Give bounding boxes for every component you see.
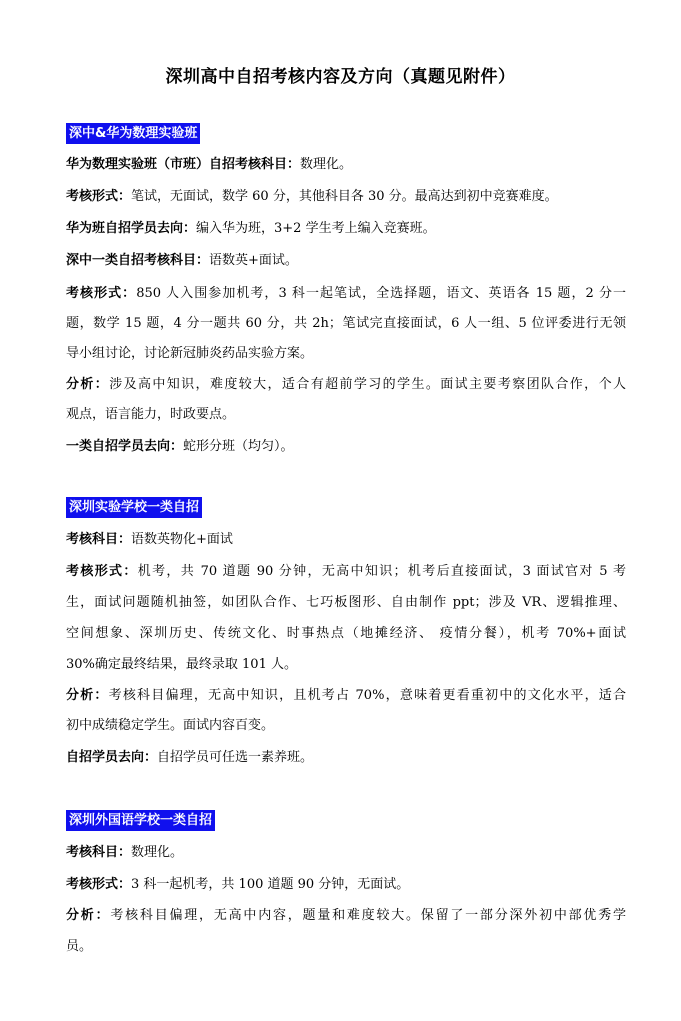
paragraph-line: 空间想象、深圳历史、传统文化、时事热点（地摊经济、 疫情分餐），机考 70%+面试 [66,626,626,641]
field-text: 语数英物化+面试 [131,532,233,547]
field-label: 分析： [66,377,110,392]
paragraph-line [66,251,626,271]
paragraph-line [66,187,626,207]
paragraph-line: 题，数学 15 题，4 分一题共 60 分，共 2h；笔试完直接面试，6 人一组、5 位评委进行无领 [66,316,626,331]
paragraph-line [66,906,626,926]
field-text: 机考，共 70 道题 90 分钟，无高中知识；机考后直接面试，3 面试官对 5 考 [137,564,626,579]
paragraph-line [66,748,626,768]
field-label: 自招学员去向： [66,750,158,765]
paragraph-line [66,875,626,895]
field-label: 分析： [66,908,111,923]
field-text: 涉及高中知识，难度较大，适合有超前学习的学生。面试主要考察团队合作，个人 [109,377,626,392]
section-heading-shenzhen-foreign-language: 深圳外国语学校一类自招 [66,810,215,831]
field-label: 考核形式： [66,877,132,892]
field-label: 深中一类自招考核科目： [66,253,210,268]
field-text: 蛇形分班（均匀）。 [183,439,294,454]
field-text: 笔试，无面试，数学 60 分，其他科目各 30 分。最高达到初中竞赛难度。 [131,189,558,204]
field-label: 华为班自招学员去向： [66,221,197,236]
paragraph-line: 观点，语言能力，时政要点。 [66,407,236,422]
paragraph-line [66,530,626,550]
field-text: 数理化。 [300,157,353,172]
paragraph-line [66,155,626,175]
document-title: 深圳高中自招考核内容及方向（真题见附件） [165,67,516,87]
field-label: 考核科目： [66,532,132,547]
field-text: 数理化。 [131,845,184,860]
field-text: 自招学员可任选一素养班。 [157,750,314,765]
paragraph-line [66,686,626,706]
field-text: 编入华为班，3+2 学生考上编入竞赛班。 [196,221,436,236]
paragraph-line [66,375,626,395]
field-label: 考核科目： [66,845,132,860]
section-heading-shenzhen-experimental: 深圳实验学校一类自招 [66,497,202,518]
paragraph-line [66,843,626,863]
field-text: 850 人入围参加机考，3 科一起笔试，全选择题，语文、英语各 15 题，2 分一 [136,286,626,301]
field-label: 分析： [66,688,109,703]
field-label: 考核形式： [66,286,137,301]
field-label: 考核形式： [66,189,132,204]
paragraph-line: 30%确定最终结果，最终录取 101 人。 [66,657,297,672]
field-label: 一类自招学员去向： [66,439,184,454]
paragraph-line: 员。 [66,939,93,954]
paragraph-line [66,284,626,304]
field-text: 考核科目偏理，无高中知识，且机考占 70%，意味着更看重初中的文化水平，适合 [108,688,626,703]
field-text: 语数英+面试。 [209,253,298,268]
paragraph-line [66,437,626,457]
paragraph-line [66,562,626,582]
field-text: 考核科目偏理，无高中内容，题量和难度较大。保留了一部分深外初中部优秀学 [110,908,626,923]
paragraph-line: 导小组讨论，讨论新冠肺炎药品实验方案。 [66,346,314,361]
field-label: 考核形式： [66,564,138,579]
field-text: 3 科一起机考，共 100 道题 90 分钟，无面试。 [131,877,410,892]
section-heading-shenzhong-huawei: 深中&华为数理实验班 [66,123,200,144]
field-label: 华为数理实验班（市班）自招考核科目： [66,157,301,172]
paragraph-line [66,219,626,239]
paragraph-line: 初中成绩稳定学生。面试内容百变。 [66,718,275,733]
paragraph-line: 生，面试问题随机抽签，如团队合作、七巧板图形、自由制作 ppt；涉及 VR、逻辑推理、 [66,595,626,610]
